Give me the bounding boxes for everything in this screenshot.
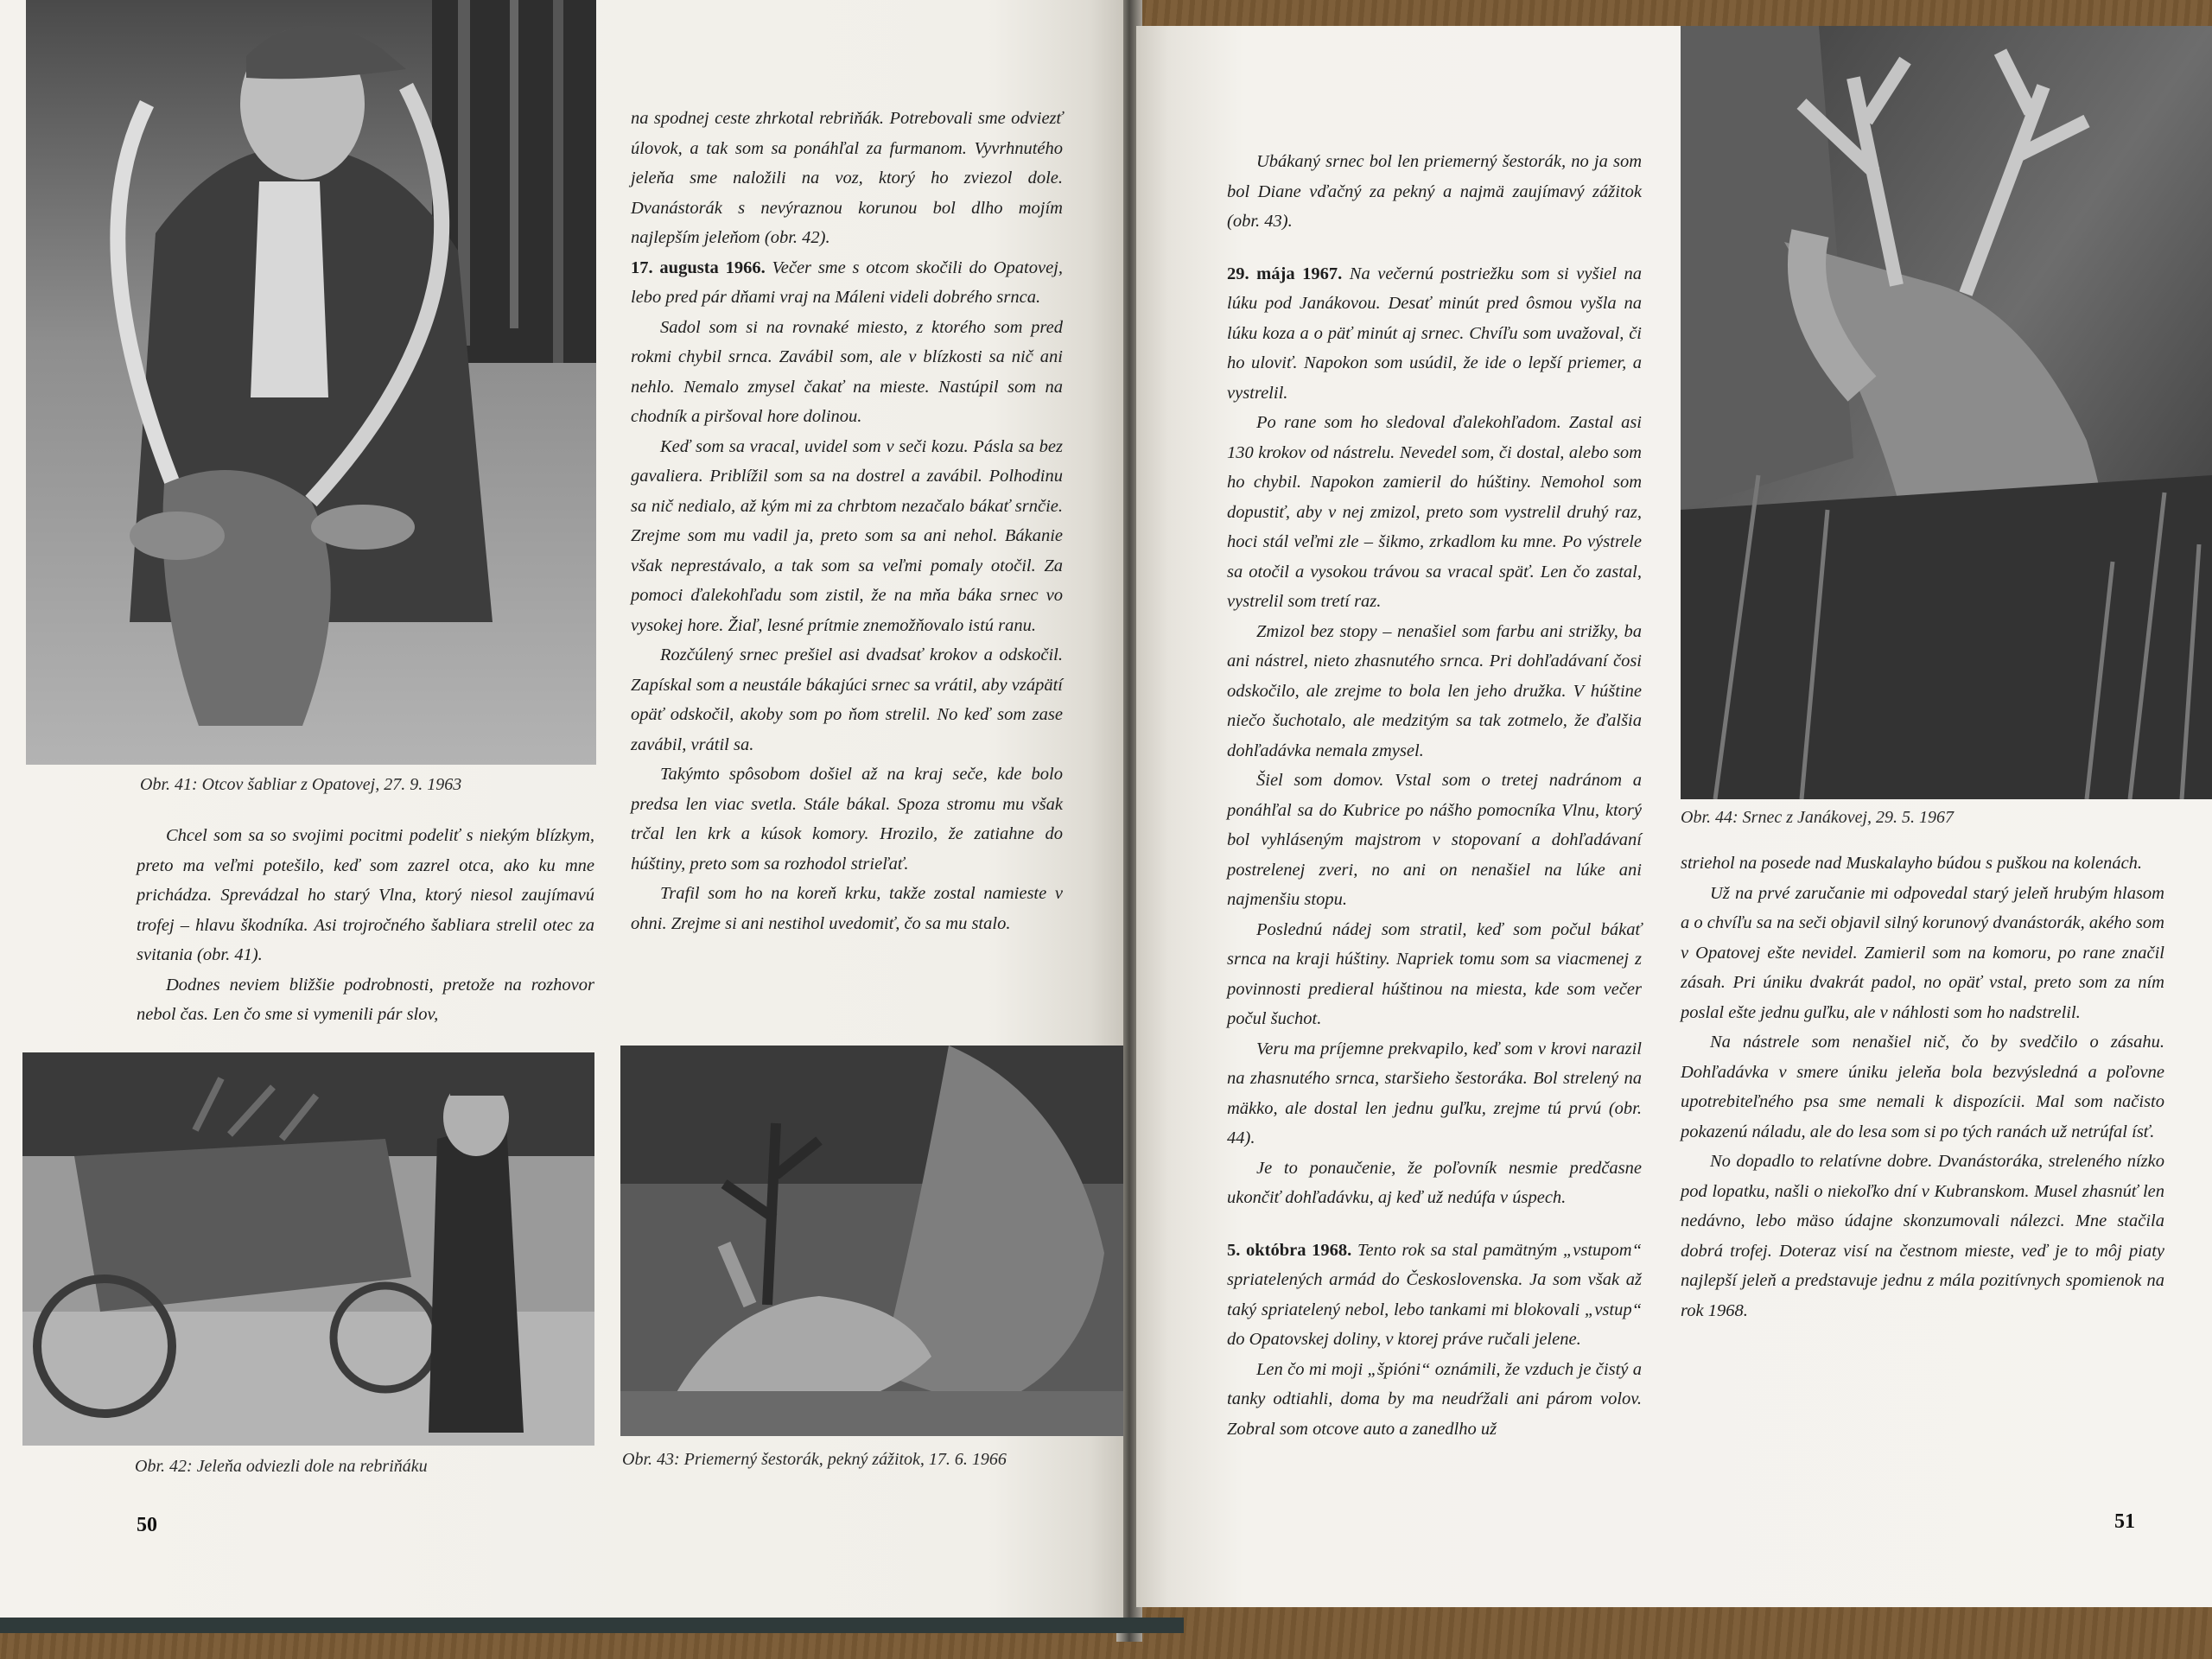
paragraph: Je to ponaučenie, že poľovník nesmie predčasne ukončiť dohľadávku, aj keď už nedúfa v úspech. bbox=[1227, 1158, 1642, 1207]
paragraph: Rozčúlený srnec prešiel asi dvadsať krokov a odskočil. Zapískal som a neustále bákajúci srnec sa vrátil, aby vzápätí opäť odskočil, akoby som po ňom strelil. No keď som zase zavábil, vrátil sa. bbox=[631, 645, 1063, 754]
book-cover-edge bbox=[0, 1618, 1184, 1633]
paragraph: Na večernú postriežku som si vyšiel na lúku pod Janákovou. Desať minút pred ôsmou vyšla na lúku koza a o päť minút aj srnec. Chvíľu som uvažoval, či ho uloviť. Napokon som usúdil, že ide o lepší priemer, a vystrelil. bbox=[1227, 264, 1642, 403]
paragraph: Len čo mi moji „špióni“ oznámili, že vzduch je čistý a tanky odtiahli, doma by ma neudŕžali ani párom volov. Zobral som otcove auto a zanedlho už bbox=[1227, 1359, 1642, 1439]
right-page bbox=[1136, 26, 2212, 1607]
paragraph: na spodnej ceste zhrkotal rebriňák. Potrebovali sme odviezť úlovok, a tak som sa ponáhľal za furmanom. Vyvrhnutého jeleňa sme naložili na voz, ktorý ho zviezol dole. Dvanástorák s nevýraznou korunou bol dlho mojím najlepším jeleňom (obr. 42). bbox=[631, 109, 1063, 247]
page-number: 51 bbox=[2114, 1510, 2135, 1533]
left-page-column-2 bbox=[631, 104, 1063, 938]
paragraph: Sadol som si na rovnaké miesto, z ktorého som pred rokmi chybil srnca. Zavábil som, ale v blízkosti sa nič ani nehlo. Nemalo zmysel čakať na mieste. Nastúpil som na chodník a piršoval hore dolinou. bbox=[631, 317, 1063, 426]
left-page bbox=[0, 0, 1123, 1629]
date-heading: 17. augusta 1966. bbox=[631, 257, 766, 277]
page-number: 50 bbox=[137, 1514, 157, 1536]
caption-fig43: Obr. 43: Priemerný šestorák, pekný zážitok, 17. 6. 1966 bbox=[622, 1450, 1007, 1469]
paragraph: Zmizol bez stopy – nenašiel som farbu ani strižky, ba ani nástrel, nieto zhasnutého srnca. Pri dohľadávaní čosi odskočilo, ale zrejme to bola len jeho družka. V húštine niečo šuchotalo, ale medzitým sa tak zotmelo, že ďalšia dohľadávka nemala zmysel. bbox=[1227, 621, 1642, 760]
right-page-column-1 bbox=[1227, 147, 1642, 1444]
paragraph: Ubákaný srnec bol len priemerný šestorák, no ja som bol Diane vďačný za pekný a najmä zaujímavý zážitok (obr. 43). bbox=[1227, 152, 1642, 231]
paragraph: Dodnes neviem bližšie podrobnosti, pretože na rozhovor nebol čas. Len čo sme si vymenili pár slov, bbox=[137, 975, 594, 1024]
paragraph: Po rane som ho sledoval ďalekohľadom. Zastal asi 130 krokov od nástrelu. Nevedel som, či dostal, alebo som ho chybil. Napokon zamieril do húštiny. Nemohol som dopustiť, aby v nej zmizol, preto som vystrelil druhý raz, hoci stál veľmi zle – šikmo, zrkadlom ku mne. Po výstrele sa otočil a vysokou trávou sa vracal späť. Len čo zastal, vystrelil som tretí raz. bbox=[1227, 413, 1642, 611]
left-page-column-1 bbox=[137, 821, 594, 1030]
paragraph: Šiel som domov. Vstal som o tretej nadránom a ponáhľal sa do Kubrice po nášho pomocníka Vlnu, ktorý bol vyhláseným majstrom v stopovaní a dohľadávaní postrelenej zveri, no ani on nenašiel na lúke ani najmenšiu stopu. bbox=[1227, 771, 1642, 909]
photo-fig42-stag-on-cart bbox=[22, 1052, 594, 1446]
photo-fig41-hunter-with-antlers bbox=[26, 0, 596, 765]
paragraph: Už na prvé zaručanie mi odpovedal starý jeleň hrubým hlasom a o chvíľu sa na seči objavil silný korunový dvanástorák, akého som v Opatovej ešte nevidel. Zamieril som na komoru, po rane značil zásah. Pri úniku dvakrát padol, no opäť vstal, preto som za ním poslal ešte jednu guľku, ale v náhlosti som ho nadstrelil. bbox=[1681, 883, 2164, 1022]
paragraph: Chcel som sa so svojimi pocitmi podeliť s niekým blízkym, preto ma veľmi potešilo, keď som zazrel otca, ako ku mne prichádza. Sprevádzal ho starý Vlna, ktorý niesol zaujímavú trofej – hlavu škodníka. Asi trojročného šabliara strelil otec za svitania (obr. 41). bbox=[137, 826, 594, 964]
paragraph: Večer sme s otcom skočili do Opatovej, lebo pred pár dňami vraj na Máleni videli dobrého srnca. bbox=[631, 257, 1064, 307]
paragraph: Keď som sa vracal, uvidel som v seči kozu. Pásla sa bez gavaliera. Priblížil som sa na dostrel a zavábil. Polhodinu sa nič nedialo, až kým mi za chrbtom nezačalo bákať srnčie. Zrejme som mu vadil ja, preto som sa ani nehol. Bákanie však neprestávalo, a tak som sa veľmi pomaly otočil. Za pomoci ďalekohľadu som zistil, že na mňa báka srnec vo vysokej hore. Žiaľ, lesné prítmie znemožňovalo istú ranu. bbox=[631, 436, 1063, 635]
caption-fig44: Obr. 44: Srnec z Janákovej, 29. 5. 1967 bbox=[1681, 808, 1955, 827]
paragraph: Takýmto spôsobom došiel až na kraj seče, kde bolo predsa len viac svetla. Stále bákal. Spoza stromu mu však trčal len krk a kúsok komory. Hrozilo, že zatiahne do húštiny, preto som sa rozhodol strieľať. bbox=[631, 765, 1063, 874]
paragraph: No dopadlo to relatívne dobre. Dvanástoráka, streleného nízko pod lopatku, našli o niekoľko dní v Kubranskom. Musel zhasnúť len nedávno, lebo mäso údajne skonzumovali nálezci. Mne stačila dobrá trofej. Doteraz visí na čestnom mieste, veď je to môj piaty najlepší jeleň a predstavuje jednu z mála pozitívnych spomienok na rok 1968. bbox=[1681, 1152, 2164, 1320]
paragraph: Tento rok sa stal pamätným „vstupom“ spriatelených armád do Československa. Ja som však až taký spriatelený nebol, lebo tankami mi blokovali „vstup“ do Opatovskej doliny, v ktorej práve ručali jelene. bbox=[1227, 1240, 1642, 1349]
date-heading: 29. mája 1967. bbox=[1227, 264, 1343, 283]
paragraph: Veru ma príjemne prekvapilo, keď som v krovi narazil na zhasnutého srnca, staršieho šestoráka. Bol strelený na mäkko, ale dostal len jednu guľku, zrejme tú prvú (obr. 44). bbox=[1227, 1039, 1642, 1147]
paragraph: Trafil som ho na koreň krku, takže zostal namieste v ohni. Zrejme si ani nestihol uvedomiť, čo sa mu stalo. bbox=[631, 884, 1063, 933]
photo-fig43-roe-buck-six-pointer bbox=[620, 1046, 1123, 1436]
caption-fig42: Obr. 42: Jeleňa odviezli dole na rebriňáku bbox=[135, 1457, 428, 1476]
paragraph: Na nástrele som nenašiel nič, čo by svedčilo o zásahu. Dohľadávka v smere úniku jeleňa bola bezvýsledná a poľovne upotrebiteľného psa sme nemali k dispozícii. Mal som načisto pokazenú náladu, ale do lesa som si po tých ranách už netrúfal ísť. bbox=[1681, 1033, 2164, 1141]
paragraph: striehol na posede nad Muskalayho búdou s puškou na kolenách. bbox=[1681, 854, 2143, 873]
photo-fig44-roe-buck-in-grass bbox=[1681, 26, 2212, 799]
paragraph: Poslednú nádej som stratil, keď som počul bákať srnca na kraji húštiny. Napriek tomu som sa viacmenej z povinnosti predieral húštinou na miesta, kde som večer počul šuchot. bbox=[1227, 919, 1642, 1028]
right-page-column-2 bbox=[1681, 849, 2164, 1325]
date-heading: 5. októbra 1968. bbox=[1227, 1240, 1352, 1260]
caption-fig41: Obr. 41: Otcov šabliar z Opatovej, 27. 9. 1963 bbox=[140, 775, 462, 794]
